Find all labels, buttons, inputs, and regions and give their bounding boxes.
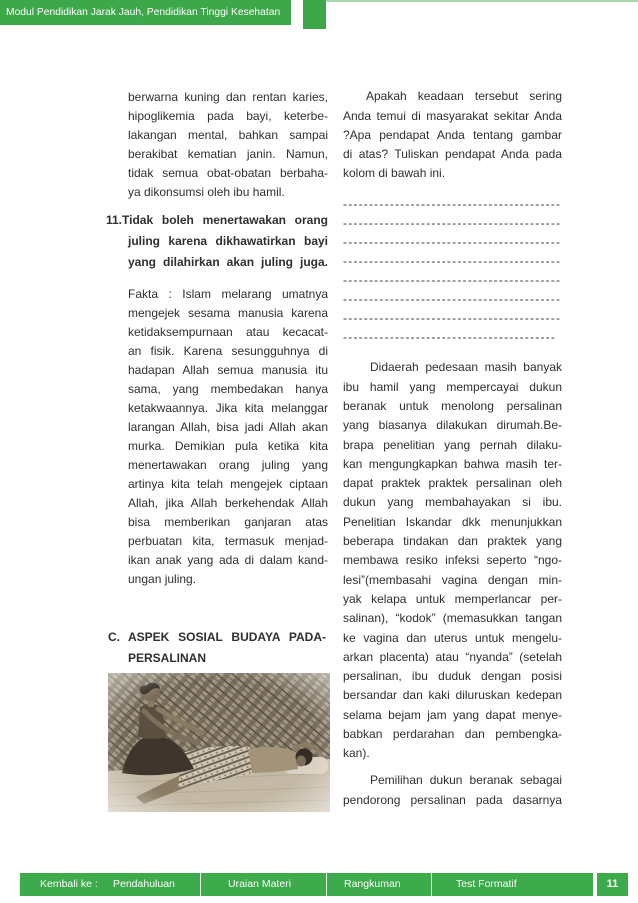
- paragraph-line: bisa memberikan ganjaran atas: [128, 515, 328, 530]
- paragraph-line: murka. Demikian pula ketika kita: [128, 439, 328, 453]
- paragraph-line: Fakta : Islam melarang umatnya: [128, 286, 328, 301]
- question-paragraph: [343, 87, 562, 183]
- paragraph-line: perbuatan kita, termasuk menjad-: [128, 534, 328, 549]
- paragraph-pemilihan: [343, 771, 562, 810]
- paragraph-line: Didaerah pedesaan masih banyak: [370, 360, 562, 375]
- header-accent-block: [303, 0, 326, 29]
- paragraph-line: beranak untuk menolong persalinan: [343, 398, 562, 413]
- paragraph-line: ketidaksempurnaan atau kecacat-: [128, 324, 328, 339]
- paragraph-line: hipoglikemia pada bayi, keterbe-: [128, 108, 328, 123]
- nav-link-pendahuluan[interactable]: Pendahuluan: [113, 878, 175, 890]
- answer-dash-line: ------------------------------------------: [343, 291, 562, 306]
- paragraph-line: larangan Allah, bisa jadi Allah akan: [128, 419, 328, 434]
- paragraph-line: selama bejam jam yang dapat menye-: [343, 707, 562, 722]
- nav-divider: [431, 873, 432, 896]
- paragraph-line: lakangan mental, bahkan sampai: [128, 127, 328, 142]
- answer-dash-line: ------------------------------------------: [343, 234, 562, 249]
- paragraph-line: ?Apa pendapat Anda tentang gambar: [343, 127, 562, 142]
- paragraph-line: dapat praktek praktek persalinan oleh: [343, 476, 562, 491]
- paragraph-line: lesi”(membasahi vagina dengan min-: [343, 572, 562, 587]
- answer-lines: [343, 195, 562, 347]
- paragraph-line: ke vagina dan uterus untuk mengelu-: [343, 630, 562, 645]
- heading-line: juling karena dikhawatirkan bayi: [128, 233, 328, 248]
- back-label: Kembali ke :: [40, 878, 98, 890]
- paragraph-continued: [128, 88, 328, 202]
- answer-dash-line: ------------------------------------------: [343, 253, 562, 268]
- heading-line: yang dilahirkan akan juling juga.: [128, 254, 328, 269]
- paragraph-line: arkan placenta) atau “nyanda” (setelah: [343, 649, 562, 664]
- nav-link-rangkuman[interactable]: Rangkuman: [344, 878, 401, 890]
- paragraph-line: Apakah keadaan tersebut sering: [366, 89, 562, 104]
- heading-line: ASPEK SOSIAL BUDAYA PADA-: [128, 629, 326, 644]
- section-heading: [128, 627, 326, 669]
- photo-traditional-birth-care: [108, 673, 330, 812]
- paragraph-dukun: [343, 358, 562, 763]
- page-number: 11: [597, 873, 628, 896]
- list-item-11-heading: [106, 210, 328, 273]
- paragraph-line: babkan perdarahan dan pembengka-: [343, 726, 562, 741]
- paragraph-line: membawa resiko infeksi seperto “ngo-: [343, 553, 562, 568]
- answer-dash-line: ------------------------------------------: [343, 310, 562, 325]
- paragraph-line: ikan anak yang ada di dalam kand-: [128, 553, 328, 568]
- paragraph-line: tidak semua obat-obatan berbaha-: [128, 165, 328, 180]
- nav-divider: [200, 873, 201, 896]
- paragraph-line: bersandar dan kaki diluruskan kedepan: [343, 688, 562, 703]
- paragraph-line: artinya kita telah mengejek ciptaan: [128, 477, 328, 492]
- paragraph-line: salinan), “kodok” (memasukkan tangan: [343, 611, 562, 626]
- paragraph-line: kolom di bawah ini.: [343, 166, 446, 181]
- answer-dash-line: ------------------------------------------: [343, 272, 562, 287]
- paragraph-line: Allah, jika Allah berkehendak Allah: [128, 496, 328, 511]
- section-number: C.: [108, 629, 120, 644]
- paragraph-line: mengejek sesama manusia karena: [128, 305, 328, 320]
- heading-line: PERSALINAN: [128, 650, 207, 665]
- paragraph-line: hadapan Allah semua manusia itu: [128, 362, 328, 377]
- paragraph-line: brapa penelitian yang pernah dilaku-: [343, 437, 562, 452]
- paragraph-line: yang biasanya dilakukan dirumah.Be-: [343, 418, 562, 433]
- paragraph-line: ungan juling.: [128, 572, 197, 587]
- nav-link-uraian-materi[interactable]: Uraian Materi: [228, 878, 292, 890]
- paragraph-line: an fisik. Karena sesungguhnya di: [128, 343, 328, 358]
- nav-divider: [326, 873, 327, 896]
- paragraph-line: beberapa tindakan dan praktek yang: [343, 534, 562, 549]
- paragraph-line: ibu hamil yang mempercayai dukun: [343, 379, 562, 394]
- paragraph-line: Pemilihan dukun beranak sebagai: [370, 773, 562, 788]
- paragraph-line: ketakwaannya. Jika kita melanggar: [128, 400, 328, 415]
- footer-nav-bar: [20, 873, 593, 896]
- heading-line: 11.Tidak boleh menertawakan orang: [106, 212, 328, 227]
- paragraph-line: pendorong persalinan pada dasarnya: [343, 792, 562, 807]
- paragraph-line: berakibat kematian janin. Namun,: [128, 146, 328, 161]
- paragraph-line: di atas? Tuliskan pendapat Anda pada: [343, 147, 562, 162]
- answer-dash-line: -----------------------------------------: [343, 329, 557, 344]
- paragraph-line: kan).: [343, 746, 370, 761]
- paragraph-line: sama, yang membedakan hanya: [128, 381, 328, 396]
- header-rule: [326, 0, 638, 2]
- nav-link-test-formatif[interactable]: Test Formatif: [456, 878, 517, 890]
- answer-dash-line: ------------------------------------------: [343, 196, 562, 211]
- answer-dash-line: ------------------------------------------: [343, 215, 562, 230]
- paragraph-line: yak kelapa untuk memperlancar per-: [343, 591, 562, 606]
- paragraph-line: kan mengungkapkan bahwa masih ter-: [343, 456, 562, 471]
- module-title: Modul Pendidikan Jarak Jauh, Pendidikan Tinggi Kesehatan: [6, 7, 281, 18]
- paragraph-line: menertawakan orang juling yang: [128, 458, 328, 473]
- paragraph-line: Penelitian Iskandar dkk menunjukkan: [343, 514, 562, 529]
- paragraph-line: Anda temui di masyarakat sekitar Anda: [343, 108, 562, 123]
- paragraph-line: ya dikonsumsi oleh ibu hamil.: [128, 184, 285, 199]
- paragraph-line: berwarna kuning dan rentan karies,: [128, 89, 328, 104]
- paragraph-line: persalinan, ibu duduk dengan posisi: [343, 669, 562, 684]
- paragraph-line: dukun yang membahayakan si ibu.: [343, 495, 562, 510]
- paragraph-fakta: [128, 285, 328, 590]
